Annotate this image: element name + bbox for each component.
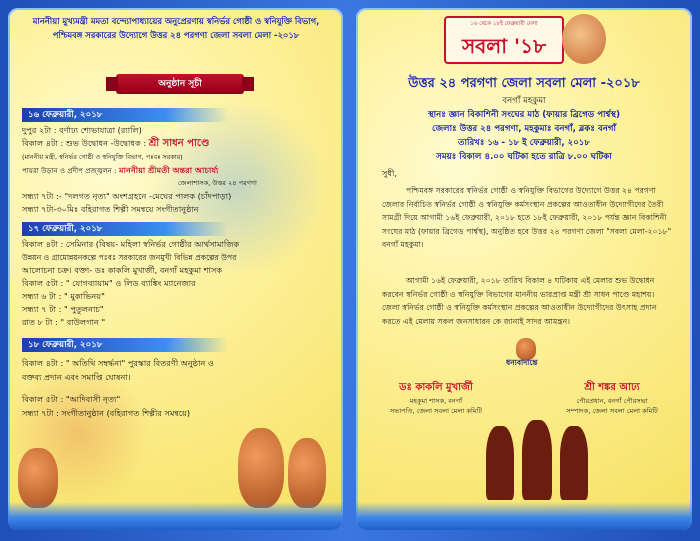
lamp-lighting-label: পায়রা উড়ান ও প্রদীপ প্রজ্জ্বলন : bbox=[22, 167, 117, 175]
vase-image bbox=[516, 338, 536, 360]
salutation: সুধী, bbox=[382, 168, 397, 178]
day1-line: (মাননীয় মন্ত্রী, স্বনির্ভর গোষ্ঠী ও স্বনিযুক্তি বিভাগ, পঃবঃ সরকার) bbox=[22, 153, 183, 161]
district: জেলাঃ উত্তর ২৪ পরগণা, মহকুমাঃ বনগাঁ, ব্লকঃ বনগাঁ bbox=[431, 124, 616, 134]
invitation-panel bbox=[356, 8, 692, 530]
day3-line: সন্ধ্যা ৭টা : সংগীতানুষ্ঠান (বহিরাগত শিল্পীর সমন্বয়ে) bbox=[22, 408, 191, 418]
day2-line: বিকাল ৫টা : " যোগব্যায়াম" ও লিড ব্যাঙ্কিং ম্যানেজার bbox=[22, 278, 196, 288]
day2-line: আলোচনা চক্র। বক্তা- ডঃ কাকলি মুখার্জী, বনগাঁ মহকুমা শাসক bbox=[22, 265, 223, 275]
day2-line: বিকাল ৪টা : সেমিনার (বিষয়- মহিলা স্বনির্ভর গোষ্ঠীর আর্থসামাজিক bbox=[22, 239, 240, 249]
day1-line bbox=[22, 138, 209, 149]
day2-line: সন্ধ্যা ৭ টা : " পুতুলনাচ" bbox=[22, 304, 104, 314]
day1-line: জেলাশাসক, উত্তর ২৪ পরগণা bbox=[178, 179, 257, 187]
timing: সময়ঃ বিকাল ৪.০০ ঘটিকা হতে রাত্রি ৮.০০ ঘটিকা bbox=[436, 152, 612, 162]
day1-line: সন্ধ্যা ৭টা-৩০মিঃ বহিরাগত শিল্পী সমন্বয়ে সংগীতানুষ্ঠান bbox=[22, 204, 199, 214]
inaugurator-name: শ্রী সাধন পাণ্ডে bbox=[148, 138, 210, 149]
signatory-1-role: মহকুমা শাসক, বনগাঁ bbox=[409, 397, 463, 405]
day2-header: ১৭ ফেব্রুয়ারী, ২০১৮ bbox=[22, 222, 228, 236]
intro-text: মাননীয়া মুখ্যমন্ত্রী মমতা বন্দ্যোপাধ্যায়ের অনুপ্রেরণায় স্বনির্ভর গোষ্ঠী ও স্বনিযুক্তি বিভাগ, পশ্চিমবঙ্গ সরকারের উদ্যোগে উত্তর ২৪ পরগণা জেলা সবলা মেলা -২০১৮ bbox=[32, 16, 320, 40]
wave-decoration bbox=[356, 502, 692, 530]
invitation-paragraph-2: আগামী ১৬ই ফেব্রুয়ারী, ২০১৮ তারিখ বিকাল ৪ ঘটিকায় এই মেলার শুভ উদ্বোধন করবেন স্বনির্ভর গোষ্ঠী ও স্বনিযুক্তি বিভাগের মাননীয় ভারপ্রাপ্ত মন্ত্রী শ্রী সাধন পাণ্ডে মহাশয়। জেলা স্বনির্ভর গোষ্ঠী ও স্বনিযুক্তি কর্মসংস্থান প্রকল্পের আওতাধীন উদ্যোগীদের উৎসাহ প্রদান করতে এই মেলায় সকল জনসাধারন কে জানাই সাদর আমন্ত্রন। bbox=[382, 276, 657, 326]
signatory-1-role: সভাপতি, জেলা সবলা মেলা কমিটি bbox=[389, 407, 483, 415]
day2-line: রাত ৮ টা : " বাউলগান " bbox=[22, 317, 106, 327]
day3-line: বিকাল ৫টা : "আদিবাসী নৃত্য" bbox=[22, 394, 121, 404]
day1-line bbox=[22, 165, 218, 177]
clay-pot-image bbox=[238, 428, 284, 508]
signatory-1-name: ডঃ কাকলি মুখার্জী bbox=[399, 382, 473, 393]
day3-line: বক্তব্য প্রদান এবং সমাপ্তি ঘোষনা। bbox=[22, 372, 131, 382]
logo-text: সবলা '১৮ bbox=[461, 34, 547, 58]
venue: স্থানঃ জ্ঞান বিকাশিনী সংঘের মাঠ (ফায়ার ব্রিগেড পার্শ্বস্থ) bbox=[427, 110, 621, 120]
day2-line: সন্ধ্যা ৬ টা : " মুকাভিনয়" bbox=[22, 291, 105, 301]
signatory-2-role: সম্পাদক, জেলা সবলা মেলা কমিটি bbox=[566, 407, 658, 415]
fair-title: উত্তর ২৪ পরগণা জেলা সবলা মেলা -২০১৮ bbox=[408, 76, 640, 91]
sabala-logo bbox=[444, 16, 564, 64]
thanks-text: ধন্যবাদান্তে bbox=[506, 358, 538, 367]
dates: তারিখঃ ১৬ - ১৮ ই ফেব্রুয়ারী, ২০১৮ bbox=[458, 138, 590, 148]
programme-panel bbox=[8, 8, 343, 530]
day1-line: দুপুর ২টা : বর্ণাঢ্য শোভাযাত্রা (র‍্যালি) bbox=[22, 125, 142, 135]
clay-pot-image bbox=[288, 438, 326, 508]
clay-pot-image bbox=[18, 448, 58, 508]
logo-caption: ১৬ থেকে ১৮ই ফেব্রুয়ারী মেলা bbox=[470, 21, 538, 27]
day3-header: ১৮ ফেব্রুয়ারী, ২০১৮ bbox=[22, 338, 228, 352]
signatory-2-role: পৌরপ্রধান, বনগাঁ পৌরসভা bbox=[576, 397, 648, 405]
wave-decoration bbox=[8, 502, 343, 530]
day1-inauguration: বিকাল ৪টা : শুভ উদ্বোধন -উদ্বোধক : bbox=[22, 138, 147, 148]
day2-line: উন্নয়ন ও গ্রামোন্নয়নকল্পে পঃবঃ সরকারের জনমুখী বিভিন্ন প্রকল্পের উপর bbox=[22, 253, 237, 262]
day1-header: ১৬ ফেব্রুয়ারী, ২০১৮ bbox=[22, 108, 228, 122]
day3-line: বিকাল ৪টা : " অতিথি সম্বর্দ্ধনা" পুরস্কার বিতরণী অনুষ্ঠান ও bbox=[22, 358, 214, 368]
subdivision: বনগাঁ মহকুমা bbox=[502, 96, 546, 106]
terracotta-horse-image bbox=[522, 420, 552, 500]
woman-illustration bbox=[562, 14, 606, 64]
terracotta-horse-image bbox=[486, 426, 514, 500]
guest-name: মাননীয়া শ্রীমতী অন্তরা আচার্য্য bbox=[119, 165, 219, 175]
terracotta-horse-image bbox=[560, 426, 588, 500]
programme-ribbon: অনুষ্ঠান সূচী bbox=[116, 74, 244, 94]
day1-line: সন্ধ্যা ৭টা :- "দলগত নৃত্য" অংশগ্রহনে -মেঘের পালক (চাঁদপাড়া) bbox=[22, 191, 232, 201]
signatory-2-name: শ্রী শঙ্কর আঢ্য bbox=[584, 382, 640, 393]
invitation-paragraph-1: পশ্চিমবঙ্গ সরকারের স্বনির্ভর গোষ্ঠী ও স্বনিযুক্তি বিভাগের উদ্যোগে উত্তর ২৪ পরগণা জেলার নির্বাচিত স্বনির্ভর গোষ্ঠী ও স্বনিযুক্তি কর্মসংস্থান প্রকল্পের আওতাধীন উদ্যোগীদের তৈরী সামগ্রী দিয়ে আগামী ১৬ই ফেব্রুয়ারী, ২০১৮ হতে ১৮ই ফেব্রুয়ারী, ২০১৮ পর্যন্ত জ্ঞান বিকাশিনী সংঘের মাঠ (ফায়ার ব্রিগেড পার্শ্বস্থ), অনুষ্ঠিত হবে উত্তর ২৪ পরগণা জেলা "সবলা মেলা-২০১৮" বনগাঁ মহকুমা। bbox=[382, 186, 672, 249]
